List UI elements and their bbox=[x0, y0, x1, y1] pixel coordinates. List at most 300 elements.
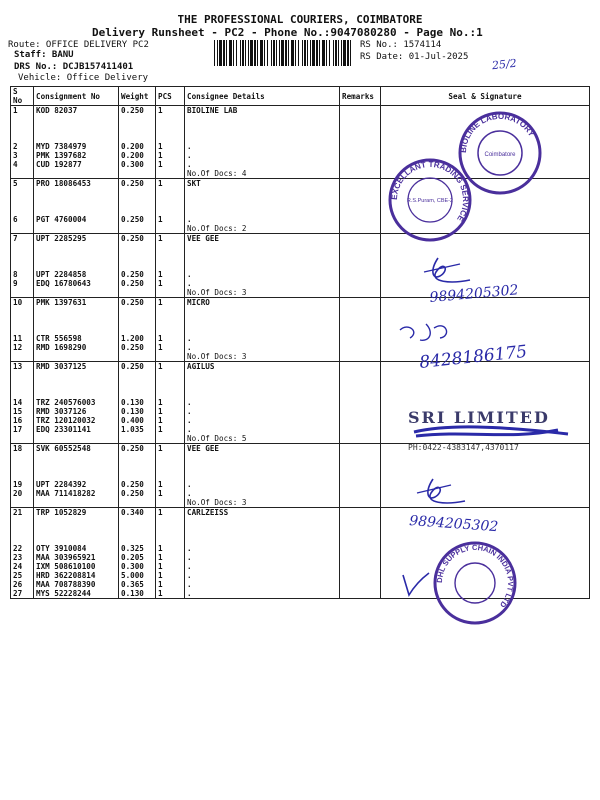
cell-gap bbox=[381, 307, 590, 316]
cell-weight: 0.250 bbox=[119, 234, 156, 244]
cell-gap bbox=[185, 124, 340, 133]
barcode-bar bbox=[295, 40, 296, 66]
barcode-bar bbox=[341, 40, 342, 66]
cell-gap bbox=[34, 206, 119, 215]
excellant-inner: R.S.Puram, CBE-2 bbox=[406, 198, 454, 204]
cell-consignment: KOD 82037 bbox=[34, 106, 119, 116]
table-row bbox=[11, 206, 590, 215]
cell-blank bbox=[340, 352, 381, 362]
cell-seal bbox=[381, 142, 590, 151]
cell-pcs: 1 bbox=[156, 151, 185, 160]
cell-blank bbox=[34, 169, 119, 179]
cell-gap bbox=[381, 261, 590, 270]
cell-gap bbox=[119, 197, 156, 206]
cell-weight: 0.250 bbox=[119, 179, 156, 189]
cell-sno: 20 bbox=[11, 489, 34, 498]
cell-gap bbox=[34, 133, 119, 142]
cell-gap bbox=[34, 316, 119, 325]
barcode-bar bbox=[273, 40, 275, 66]
cell-gap bbox=[119, 261, 156, 270]
col-consignee: Consignee Details bbox=[185, 87, 340, 106]
cell-blank bbox=[119, 498, 156, 508]
cell-consignee-dot: . bbox=[185, 398, 340, 407]
table-row bbox=[11, 188, 590, 197]
barcode-bar bbox=[214, 40, 215, 66]
cell-weight: 0.300 bbox=[119, 160, 156, 169]
cell-blank bbox=[119, 352, 156, 362]
cell-consignee-dot: . bbox=[185, 279, 340, 288]
cell-gap bbox=[381, 115, 590, 124]
cell-gap bbox=[156, 526, 185, 535]
rs-number: RS No.: 1574114 bbox=[360, 40, 442, 50]
cell-consignment: RMD 1698290 bbox=[34, 343, 119, 352]
cell-gap bbox=[185, 261, 340, 270]
cell-pcs: 1 bbox=[156, 234, 185, 244]
cell-sno: 7 bbox=[11, 234, 34, 244]
cell-consignee: SKT bbox=[185, 179, 340, 189]
cell-gap bbox=[156, 307, 185, 316]
cell-blank bbox=[119, 434, 156, 444]
cell-consignee-dot: . bbox=[185, 343, 340, 352]
cell-gap bbox=[185, 206, 340, 215]
cell-blank bbox=[156, 224, 185, 234]
cell-gap bbox=[11, 380, 34, 389]
cell-gap bbox=[340, 462, 381, 471]
cell-gap bbox=[119, 526, 156, 535]
cell-gap bbox=[185, 307, 340, 316]
cell-remarks bbox=[340, 160, 381, 169]
cell-weight: 0.205 bbox=[119, 553, 156, 562]
cell-gap bbox=[119, 115, 156, 124]
cell-remarks bbox=[340, 589, 381, 599]
cell-consignee-dot: . bbox=[185, 270, 340, 279]
cell-weight: 0.250 bbox=[119, 480, 156, 489]
cell-gap bbox=[119, 380, 156, 389]
barcode-bar bbox=[245, 40, 246, 66]
cell-gap bbox=[381, 535, 590, 544]
cell-remarks bbox=[340, 398, 381, 407]
cell-blank bbox=[381, 498, 590, 508]
barcode-bar bbox=[285, 40, 287, 66]
table-row bbox=[11, 224, 590, 234]
cell-gap bbox=[185, 243, 340, 252]
cell-weight: 0.130 bbox=[119, 398, 156, 407]
cell-sno: 19 bbox=[11, 480, 34, 489]
cell-seal bbox=[381, 234, 590, 244]
cell-gap bbox=[119, 325, 156, 334]
cell-sno: 6 bbox=[11, 215, 34, 224]
cell-gap bbox=[340, 453, 381, 462]
docs-count: No.Of Docs: 3 bbox=[185, 352, 340, 362]
table-row bbox=[11, 471, 590, 480]
cell-gap bbox=[11, 307, 34, 316]
cell-seal bbox=[381, 508, 590, 518]
cell-pcs: 1 bbox=[156, 298, 185, 308]
table-row bbox=[11, 589, 590, 599]
cell-seal bbox=[381, 106, 590, 116]
cell-seal bbox=[381, 444, 590, 454]
cell-pcs: 1 bbox=[156, 553, 185, 562]
cell-gap bbox=[11, 371, 34, 380]
barcode-bar bbox=[347, 40, 349, 66]
handwritten-phone-3: 9894205302 bbox=[408, 513, 499, 535]
cell-consignment: RMD 3037126 bbox=[34, 407, 119, 416]
barcode-bar bbox=[248, 40, 249, 66]
cell-sno: 10 bbox=[11, 298, 34, 308]
cell-gap bbox=[156, 133, 185, 142]
docs-count: No.Of Docs: 5 bbox=[185, 434, 340, 444]
cell-pcs: 1 bbox=[156, 343, 185, 352]
cell-weight: 0.200 bbox=[119, 142, 156, 151]
cell-gap bbox=[185, 471, 340, 480]
cell-blank bbox=[34, 288, 119, 298]
cell-blank bbox=[156, 169, 185, 179]
table-row bbox=[11, 526, 590, 535]
sri-limited-text: SRI LIMITED bbox=[408, 408, 550, 427]
cell-remarks bbox=[340, 151, 381, 160]
table-row bbox=[11, 553, 590, 562]
cell-weight: 0.250 bbox=[119, 279, 156, 288]
cell-remarks bbox=[340, 580, 381, 589]
company-name: THE PROFESSIONAL COURIERS, COIMBATORE bbox=[177, 13, 423, 26]
table-row bbox=[11, 115, 590, 124]
cell-pcs: 1 bbox=[156, 589, 185, 599]
cell-pcs: 1 bbox=[156, 444, 185, 454]
cell-gap bbox=[381, 188, 590, 197]
barcode-bar bbox=[333, 40, 334, 66]
cell-gap bbox=[381, 389, 590, 398]
cell-consignee-dot: . bbox=[185, 580, 340, 589]
cell-gap bbox=[340, 206, 381, 215]
cell-remarks bbox=[340, 416, 381, 425]
cell-consignment: MAA 711418282 bbox=[34, 489, 119, 498]
cell-gap bbox=[11, 243, 34, 252]
table-row bbox=[11, 298, 590, 308]
runsheet-subtitle: Delivery Runsheet - PC2 - Phone No.:9047080280 - Page No.:1 bbox=[92, 26, 483, 39]
barcode-bar bbox=[260, 40, 263, 66]
table-row bbox=[11, 124, 590, 133]
cell-consignment: EDQ 16780643 bbox=[34, 279, 119, 288]
cell-gap bbox=[11, 261, 34, 270]
cell-consignee-dot: . bbox=[185, 571, 340, 580]
cell-gap bbox=[11, 389, 34, 398]
cell-blank bbox=[119, 224, 156, 234]
barcode-bar bbox=[236, 40, 237, 66]
cell-gap bbox=[340, 197, 381, 206]
cell-sno: 17 bbox=[11, 425, 34, 434]
cell-gap bbox=[156, 380, 185, 389]
table-row bbox=[11, 234, 590, 244]
cell-gap bbox=[11, 535, 34, 544]
cell-consignee-dot: . bbox=[185, 544, 340, 553]
cell-gap bbox=[185, 517, 340, 526]
cell-gap bbox=[156, 206, 185, 215]
dhl-text: DHL SUPPLY CHAIN INDIA PVT LTD bbox=[434, 542, 516, 610]
cell-remarks bbox=[340, 362, 381, 372]
route-label: Route: OFFICE DELIVERY PC2 bbox=[8, 40, 149, 50]
cell-blank bbox=[340, 498, 381, 508]
cell-gap bbox=[11, 471, 34, 480]
cell-consignment: MYS 52228244 bbox=[34, 589, 119, 599]
cell-gap bbox=[340, 124, 381, 133]
barcode-bar bbox=[254, 40, 256, 66]
cell-gap bbox=[119, 389, 156, 398]
cell-gap bbox=[34, 526, 119, 535]
cell-gap bbox=[119, 206, 156, 215]
cell-sno: 27 bbox=[11, 589, 34, 599]
cell-blank bbox=[340, 224, 381, 234]
cell-consignment: MYD 7384979 bbox=[34, 142, 119, 151]
cell-gap bbox=[34, 188, 119, 197]
table-row bbox=[11, 316, 590, 325]
cell-consignment: CTR 556598 bbox=[34, 334, 119, 343]
cell-remarks bbox=[340, 562, 381, 571]
cell-gap bbox=[381, 371, 590, 380]
cell-consignment: TRZ 120120032 bbox=[34, 416, 119, 425]
cell-gap bbox=[119, 243, 156, 252]
cell-gap bbox=[340, 325, 381, 334]
barcode-bar bbox=[233, 40, 234, 66]
table-row bbox=[11, 498, 590, 508]
cell-consignee-dot: . bbox=[185, 215, 340, 224]
cell-gap bbox=[119, 471, 156, 480]
vehicle-label: Vehicle: Office Delivery bbox=[18, 73, 149, 83]
cell-gap bbox=[185, 115, 340, 124]
table-row bbox=[11, 517, 590, 526]
cell-gap bbox=[340, 389, 381, 398]
cell-pcs: 1 bbox=[156, 571, 185, 580]
cell-consignee-dot: . bbox=[185, 425, 340, 434]
barcode-bar bbox=[322, 40, 325, 66]
cell-gap bbox=[340, 243, 381, 252]
cell-consignee-dot: . bbox=[185, 562, 340, 571]
cell-gap bbox=[11, 517, 34, 526]
cell-sno: 5 bbox=[11, 179, 34, 189]
cell-remarks bbox=[340, 142, 381, 151]
cell-remarks bbox=[340, 179, 381, 189]
cell-sno: 4 bbox=[11, 160, 34, 169]
cell-gap bbox=[34, 197, 119, 206]
barcode-bar bbox=[226, 40, 227, 66]
cell-gap bbox=[156, 261, 185, 270]
barcode-bar bbox=[271, 40, 272, 66]
cell-blank bbox=[381, 169, 590, 179]
cell-blank bbox=[381, 288, 590, 298]
cell-seal bbox=[381, 407, 590, 416]
cell-blank bbox=[156, 498, 185, 508]
cell-blank bbox=[340, 434, 381, 444]
cell-gap bbox=[11, 462, 34, 471]
cell-consignment: SVK 60552548 bbox=[34, 444, 119, 454]
cell-gap bbox=[34, 325, 119, 334]
cell-remarks bbox=[340, 508, 381, 518]
cell-gap bbox=[381, 517, 590, 526]
cell-consignment: PMK 1397631 bbox=[34, 298, 119, 308]
table-row bbox=[11, 288, 590, 298]
cell-gap bbox=[340, 188, 381, 197]
cell-gap bbox=[185, 133, 340, 142]
barcode bbox=[214, 40, 354, 66]
cell-consignment: EDQ 23301141 bbox=[34, 425, 119, 434]
col-sno: S No bbox=[11, 87, 34, 106]
cell-remarks bbox=[340, 571, 381, 580]
cell-seal bbox=[381, 279, 590, 288]
table-row bbox=[11, 535, 590, 544]
cell-gap bbox=[34, 380, 119, 389]
cell-pcs: 1 bbox=[156, 580, 185, 589]
cell-seal bbox=[381, 553, 590, 562]
barcode-bar bbox=[242, 40, 244, 66]
table-row bbox=[11, 544, 590, 553]
barcode-bar bbox=[288, 40, 289, 66]
col-remarks: Remarks bbox=[340, 87, 381, 106]
cell-remarks bbox=[340, 544, 381, 553]
cell-gap bbox=[119, 453, 156, 462]
cell-consignment: UPT 2284858 bbox=[34, 270, 119, 279]
cell-gap bbox=[156, 325, 185, 334]
cell-gap bbox=[185, 380, 340, 389]
cell-weight: 0.130 bbox=[119, 407, 156, 416]
cell-gap bbox=[156, 316, 185, 325]
col-consignment: Consignment No bbox=[34, 87, 119, 106]
cell-gap bbox=[381, 325, 590, 334]
cell-weight: 0.250 bbox=[119, 362, 156, 372]
col-weight: Weight bbox=[119, 87, 156, 106]
table-row bbox=[11, 380, 590, 389]
cell-blank bbox=[34, 352, 119, 362]
cell-weight: 0.250 bbox=[119, 343, 156, 352]
table-row bbox=[11, 453, 590, 462]
cell-seal bbox=[381, 343, 590, 352]
cell-consignment: HRD 362208814 bbox=[34, 571, 119, 580]
cell-gap bbox=[34, 471, 119, 480]
cell-pcs: 1 bbox=[156, 407, 185, 416]
barcode-bar bbox=[319, 40, 320, 66]
cell-seal bbox=[381, 480, 590, 489]
cell-gap bbox=[119, 517, 156, 526]
cell-seal bbox=[381, 589, 590, 599]
barcode-bar bbox=[304, 40, 306, 66]
cell-seal bbox=[381, 160, 590, 169]
table-row bbox=[11, 160, 590, 169]
cell-gap bbox=[34, 389, 119, 398]
cell-gap bbox=[156, 371, 185, 380]
cell-gap bbox=[34, 517, 119, 526]
cell-gap bbox=[11, 206, 34, 215]
cell-gap bbox=[156, 188, 185, 197]
cell-weight: 0.250 bbox=[119, 106, 156, 116]
cell-seal bbox=[381, 580, 590, 589]
table-row bbox=[11, 252, 590, 261]
cell-consignee-dot: . bbox=[185, 589, 340, 599]
cell-consignment: MAA 708788390 bbox=[34, 580, 119, 589]
cell-sno: 25 bbox=[11, 571, 34, 580]
cell-gap bbox=[11, 188, 34, 197]
cell-gap bbox=[156, 453, 185, 462]
barcode-bar bbox=[335, 40, 337, 66]
table-row bbox=[11, 215, 590, 224]
table-row bbox=[11, 261, 590, 270]
barcode-bar bbox=[250, 40, 253, 66]
cell-seal bbox=[381, 489, 590, 498]
cell-pcs: 1 bbox=[156, 179, 185, 189]
cell-sno: 21 bbox=[11, 508, 34, 518]
cell-weight: 1.035 bbox=[119, 425, 156, 434]
cell-remarks bbox=[340, 334, 381, 343]
cell-gap bbox=[381, 243, 590, 252]
cell-weight: 0.300 bbox=[119, 562, 156, 571]
cell-sno: 3 bbox=[11, 151, 34, 160]
cell-seal bbox=[381, 334, 590, 343]
cell-blank bbox=[381, 352, 590, 362]
cell-gap bbox=[185, 252, 340, 261]
cell-pcs: 1 bbox=[156, 362, 185, 372]
barcode-bar bbox=[302, 40, 303, 66]
cell-gap bbox=[11, 453, 34, 462]
cell-gap bbox=[381, 252, 590, 261]
cell-gap bbox=[119, 535, 156, 544]
cell-sno: 24 bbox=[11, 562, 34, 571]
cell-gap bbox=[156, 243, 185, 252]
cell-blank bbox=[381, 224, 590, 234]
docs-count: No.Of Docs: 3 bbox=[185, 498, 340, 508]
cell-seal bbox=[381, 298, 590, 308]
table-row bbox=[11, 325, 590, 334]
cell-gap bbox=[185, 188, 340, 197]
cell-pcs: 1 bbox=[156, 106, 185, 116]
cell-remarks bbox=[340, 407, 381, 416]
cell-sno: 26 bbox=[11, 580, 34, 589]
cell-gap bbox=[156, 389, 185, 398]
cell-sno: 16 bbox=[11, 416, 34, 425]
cell-weight: 5.000 bbox=[119, 571, 156, 580]
table-row bbox=[11, 362, 590, 372]
table-row bbox=[11, 243, 590, 252]
cell-blank bbox=[11, 498, 34, 508]
cell-consignment: UPT 2284392 bbox=[34, 480, 119, 489]
cell-seal bbox=[381, 362, 590, 372]
col-seal: Seal & Signature bbox=[381, 87, 590, 106]
cell-weight: 0.200 bbox=[119, 151, 156, 160]
barcode-bar bbox=[326, 40, 327, 66]
cell-sno: 11 bbox=[11, 334, 34, 343]
barcode-bar bbox=[350, 40, 351, 66]
cell-gap bbox=[34, 462, 119, 471]
cell-gap bbox=[11, 325, 34, 334]
cell-weight: 0.130 bbox=[119, 589, 156, 599]
cell-consignment: PGT 4760004 bbox=[34, 215, 119, 224]
cell-consignment: CUD 192877 bbox=[34, 160, 119, 169]
table-row bbox=[11, 571, 590, 580]
cell-gap bbox=[185, 462, 340, 471]
table-row bbox=[11, 197, 590, 206]
cell-gap bbox=[340, 261, 381, 270]
table-row bbox=[11, 371, 590, 380]
table-row bbox=[11, 407, 590, 416]
barcode-bar bbox=[229, 40, 232, 66]
cell-remarks bbox=[340, 270, 381, 279]
cell-blank bbox=[156, 288, 185, 298]
barcode-bar bbox=[316, 40, 318, 66]
cell-seal bbox=[381, 571, 590, 580]
cell-blank bbox=[11, 169, 34, 179]
cell-gap bbox=[185, 453, 340, 462]
cell-blank bbox=[156, 352, 185, 362]
barcode-bar bbox=[217, 40, 218, 66]
cell-blank bbox=[11, 352, 34, 362]
cell-gap bbox=[34, 307, 119, 316]
table-row bbox=[11, 133, 590, 142]
